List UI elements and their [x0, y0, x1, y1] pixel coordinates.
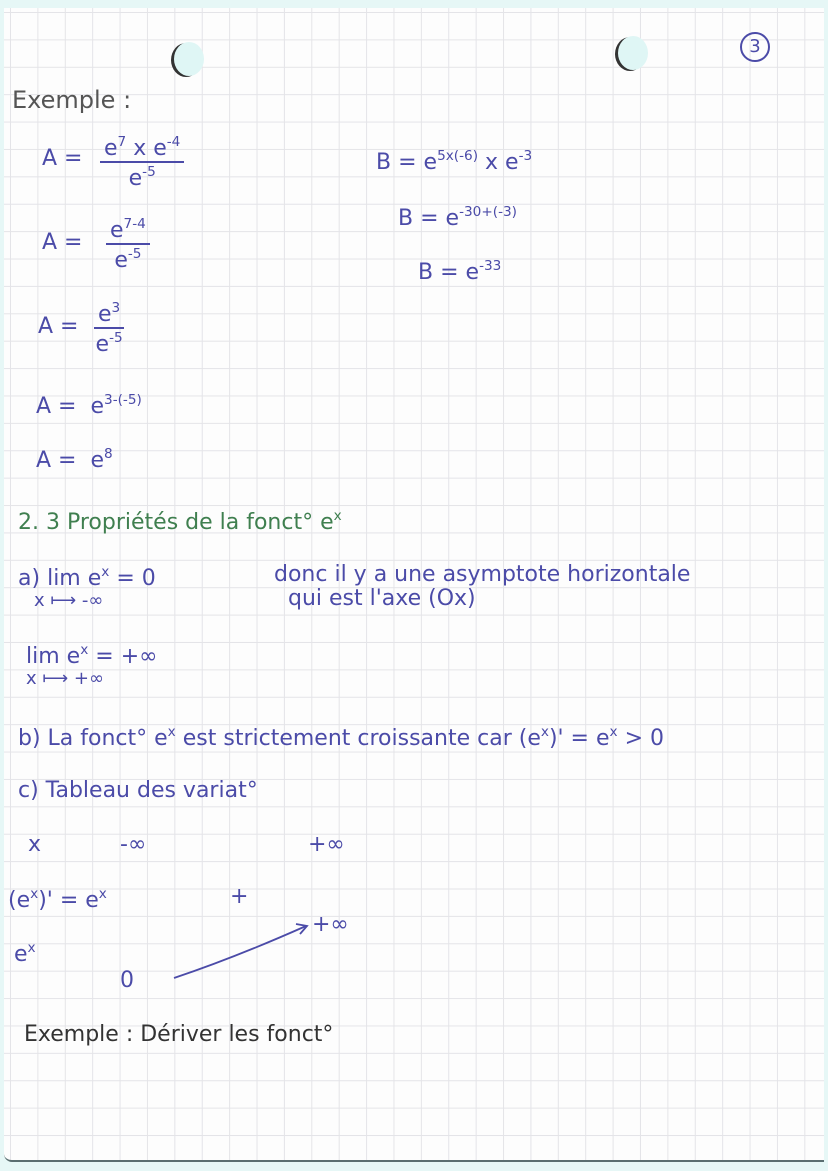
var-table-high-value: +∞: [312, 912, 349, 937]
var-table-x-label: x: [28, 832, 42, 857]
a-step5: $A = e^8$: [36, 446, 113, 473]
b-step2: $B = e^{-30+(-3)}$: [398, 204, 517, 231]
a-step3-fraction: $\frac{e^3}{e^{-5}}$: [95, 300, 123, 357]
var-table-derivative-sign: +: [230, 884, 249, 909]
variation-table-heading: c) Tableau des variat°: [18, 778, 258, 803]
page-number: 3: [740, 32, 770, 62]
increasing-arrow-icon: [164, 918, 314, 982]
var-table-x-left: -∞: [120, 832, 147, 857]
a-step3-lhs: A =: [38, 314, 79, 339]
binder-hole-right: [618, 36, 648, 70]
notebook-page: [4, 8, 824, 1162]
limit-minus-infinity: a) $\lim e^x = 0$: [18, 564, 156, 591]
a-step1-lhs: A =: [42, 146, 83, 171]
limit-minus-infinity-sub: x ⟼ -∞: [34, 590, 104, 611]
asymptote-comment-line1: donc il y a une asymptote horizontale: [274, 562, 691, 587]
section-title: 2. 3 Propriétés de la fonct° $e^x$: [18, 508, 342, 535]
asymptote-comment-line2: qui est l'axe (Ox): [288, 586, 476, 611]
limit-plus-infinity: $\lim e^x$ = +∞: [26, 642, 158, 669]
var-table-derivative-label: $(e^x)' = e^x$: [8, 886, 107, 913]
example2-heading: Exemple : Dériver les fonct°: [24, 1022, 334, 1047]
var-table-x-right: +∞: [308, 832, 345, 857]
b-step3: $B = e^{-33}$: [418, 258, 502, 285]
limit-plus-infinity-sub: x ⟼ +∞: [26, 668, 104, 689]
a-step2-fraction: $\frac{e^{7-4}}{e^{-5}}$: [106, 216, 150, 273]
a-step4: $A = e^{3-(-5)}$: [36, 392, 142, 419]
binder-hole-left: [174, 42, 204, 76]
a-step1-fraction: $\frac{e^7 x e^{-4}}{e^{-5}}$: [100, 134, 184, 191]
a-step2-lhs: A =: [42, 230, 83, 255]
var-table-low-value: 0: [120, 968, 134, 993]
example-heading: Exemple :: [12, 86, 132, 114]
monotonic-statement: b) La fonct° $e^x$ est strictement croissante car $(e^x)' = e^x > 0$: [18, 724, 665, 751]
b-step1: $B = e^{5x(-6)}$ x $e^{-3}$: [376, 148, 533, 175]
var-table-function-label: $e^x$: [14, 940, 36, 967]
